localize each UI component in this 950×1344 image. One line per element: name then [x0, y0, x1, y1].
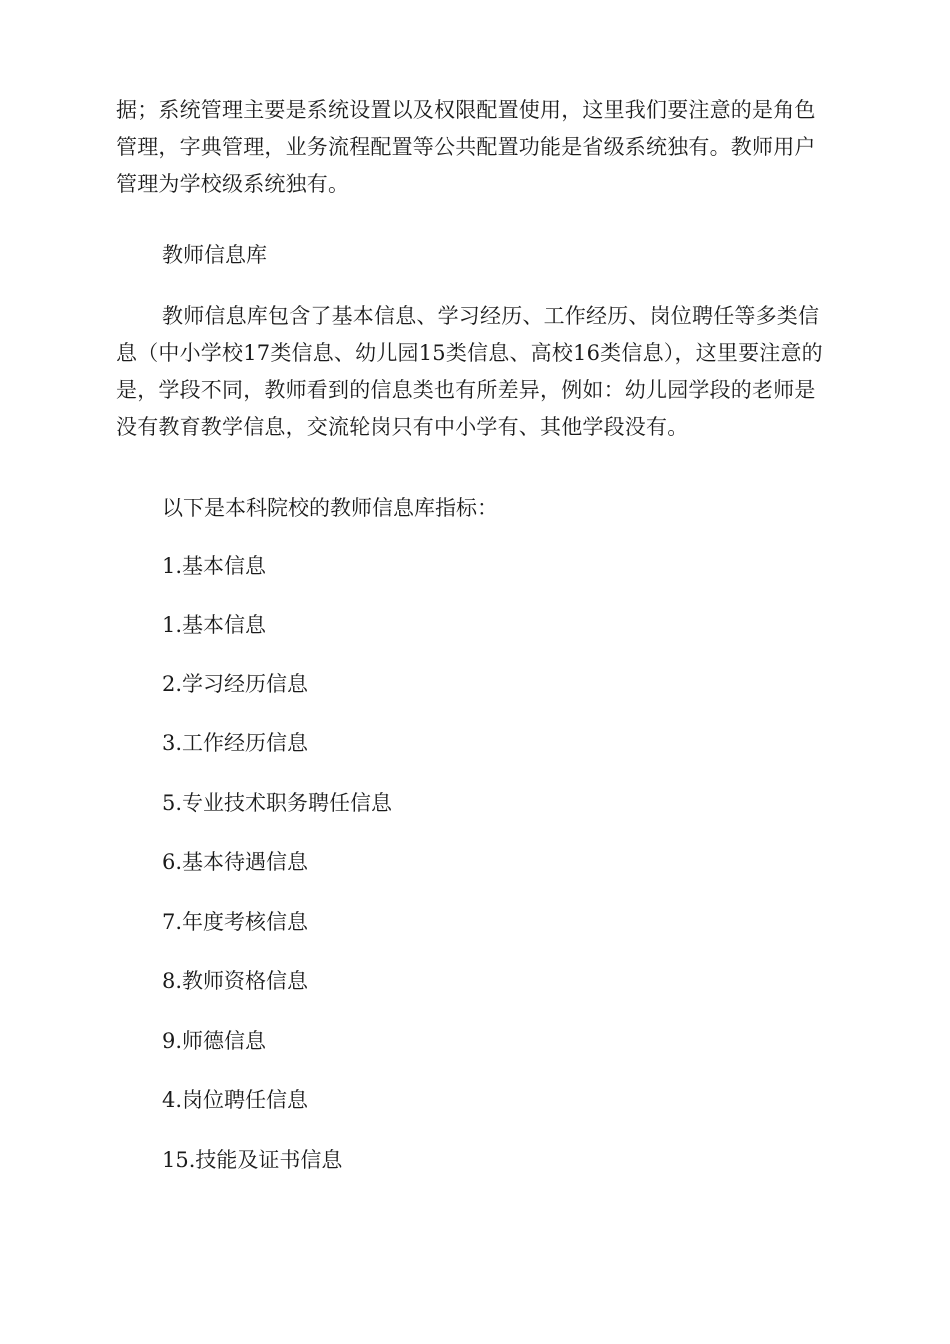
paragraph-info-library: 教师信息库包含了基本信息、学习经历、工作经历、岗位聘任等多类信息（中小学校17类信息、幼儿园15类信息、高校16类信息），这里要注意的是，学段不同，教师看到的信息类也有所差异，例如：幼儿园学段的老师是没有教育教学信息，交流轮岗只有中小学有、其他学段没有。 — [116, 304, 823, 439]
list-item: 7.年度考核信息 — [162, 910, 309, 934]
list-item: 1.基本信息 — [162, 613, 267, 637]
list-item: 2.学习经历信息 — [162, 672, 309, 696]
list-item: 15.技能及证书信息 — [162, 1148, 343, 1172]
list-item: 1.基本信息 — [162, 554, 267, 578]
list-item: 4.岗位聘任信息 — [162, 1088, 309, 1112]
list-item: 5.专业技术职务聘任信息 — [162, 791, 393, 815]
list-item: 8.教师资格信息 — [162, 969, 309, 993]
list-intro: 以下是本科院校的教师信息库指标： — [162, 496, 498, 520]
list-item: 3.工作经历信息 — [162, 731, 309, 755]
list-item: 9.师德信息 — [162, 1029, 267, 1053]
list-item: 6.基本待遇信息 — [162, 850, 309, 874]
paragraph-system-management: 据；系统管理主要是系统设置以及权限配置使用，这里我们要注意的是角色管理，字典管理，业务流程配置等公共配置功能是省级系统独有。教师用户管理为学校级系统独有。 — [116, 98, 816, 196]
section-heading: 教师信息库 — [162, 243, 267, 267]
